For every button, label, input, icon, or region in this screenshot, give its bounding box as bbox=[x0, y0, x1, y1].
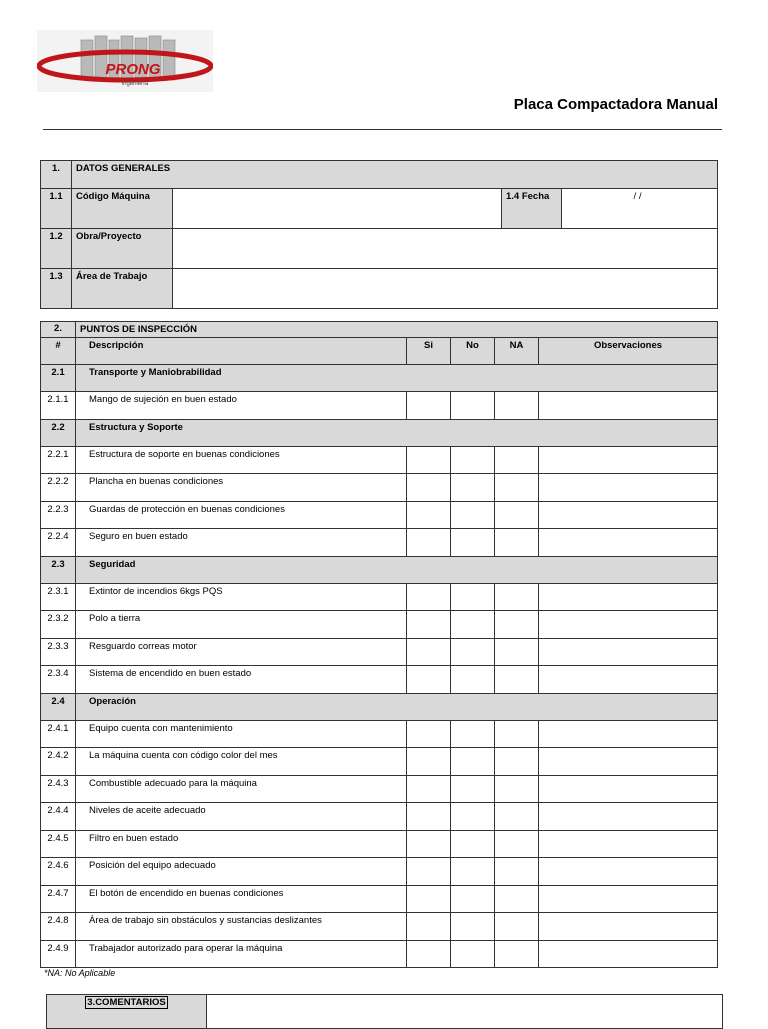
na-checkbox-cell[interactable] bbox=[495, 775, 539, 803]
table-row bbox=[41, 858, 718, 886]
table-row bbox=[41, 720, 718, 748]
column-header-row bbox=[41, 338, 718, 365]
si-checkbox-cell[interactable] bbox=[407, 529, 451, 557]
field-number: 1.3 bbox=[41, 269, 72, 309]
item-number: 2.3.4 bbox=[41, 666, 76, 694]
table-row bbox=[41, 940, 718, 968]
si-checkbox-cell[interactable] bbox=[407, 913, 451, 941]
table-row bbox=[41, 666, 718, 694]
area-input[interactable] bbox=[173, 269, 718, 309]
item-number: 2.1.1 bbox=[41, 392, 76, 420]
si-checkbox-cell[interactable] bbox=[407, 748, 451, 776]
table-row bbox=[41, 913, 718, 941]
si-checkbox-cell[interactable] bbox=[407, 474, 451, 502]
observaciones-input[interactable] bbox=[539, 529, 718, 557]
observaciones-input[interactable] bbox=[539, 913, 718, 941]
subsection-number: 2.2 bbox=[41, 419, 76, 446]
si-checkbox-cell[interactable] bbox=[407, 583, 451, 611]
section-header-row bbox=[41, 161, 718, 189]
observaciones-input[interactable] bbox=[539, 446, 718, 474]
observaciones-input[interactable] bbox=[539, 720, 718, 748]
item-number: 2.3.3 bbox=[41, 638, 76, 666]
observaciones-input[interactable] bbox=[539, 666, 718, 694]
observaciones-input[interactable] bbox=[539, 611, 718, 639]
company-logo bbox=[37, 30, 213, 92]
subsection-header-row bbox=[41, 365, 718, 392]
si-checkbox-cell[interactable] bbox=[407, 446, 451, 474]
si-checkbox-cell[interactable] bbox=[407, 858, 451, 886]
section-title: DATOS GENERALES bbox=[72, 161, 718, 189]
table-row bbox=[41, 611, 718, 639]
na-checkbox-cell[interactable] bbox=[495, 830, 539, 858]
codigo-input[interactable] bbox=[173, 189, 502, 229]
section-title: PUNTOS DE INSPECCIÓN bbox=[76, 322, 718, 338]
observaciones-input[interactable] bbox=[539, 638, 718, 666]
observaciones-input[interactable] bbox=[539, 474, 718, 502]
table-row bbox=[41, 446, 718, 474]
col-header-description: Descripción bbox=[76, 338, 407, 365]
item-description: Niveles de aceite adecuado bbox=[76, 803, 407, 831]
table-row bbox=[41, 638, 718, 666]
item-number: 2.4.8 bbox=[41, 913, 76, 941]
area-label: Área de Trabajo bbox=[72, 269, 173, 309]
no-checkbox-cell[interactable] bbox=[451, 748, 495, 776]
table-row bbox=[41, 474, 718, 502]
na-checkbox-cell[interactable] bbox=[495, 501, 539, 529]
item-number: 2.2.1 bbox=[41, 446, 76, 474]
col-header-number: # bbox=[41, 338, 76, 365]
no-checkbox-cell[interactable] bbox=[451, 858, 495, 886]
no-checkbox-cell[interactable] bbox=[451, 501, 495, 529]
subsection-number: 2.3 bbox=[41, 556, 76, 583]
no-checkbox-cell[interactable] bbox=[451, 830, 495, 858]
item-description: Guardas de protección en buenas condiciones bbox=[76, 501, 407, 529]
col-header-si: Si bbox=[407, 338, 451, 365]
observaciones-input[interactable] bbox=[539, 583, 718, 611]
comentarios-label: 3.COMENTARIOS bbox=[87, 997, 166, 1008]
subsection-title: Operación bbox=[76, 693, 718, 720]
table-row bbox=[41, 501, 718, 529]
item-number: 2.4.3 bbox=[41, 775, 76, 803]
na-checkbox-cell[interactable] bbox=[495, 803, 539, 831]
subsection-header-row bbox=[41, 556, 718, 583]
na-checkbox-cell[interactable] bbox=[495, 940, 539, 968]
na-checkbox-cell[interactable] bbox=[495, 474, 539, 502]
na-checkbox-cell[interactable] bbox=[495, 720, 539, 748]
no-checkbox-cell[interactable] bbox=[451, 940, 495, 968]
obra-row bbox=[41, 229, 718, 269]
si-checkbox-cell[interactable] bbox=[407, 666, 451, 694]
na-checkbox-cell[interactable] bbox=[495, 748, 539, 776]
si-checkbox-cell[interactable] bbox=[407, 775, 451, 803]
table-row bbox=[41, 583, 718, 611]
subsection-number: 2.1 bbox=[41, 365, 76, 392]
field-number: 1.1 bbox=[41, 189, 72, 229]
item-number: 2.4.9 bbox=[41, 940, 76, 968]
item-number: 2.2.4 bbox=[41, 529, 76, 557]
comentarios-row bbox=[47, 995, 723, 1029]
observaciones-input[interactable] bbox=[539, 940, 718, 968]
si-checkbox-cell[interactable] bbox=[407, 392, 451, 420]
item-description: Seguro en buen estado bbox=[76, 529, 407, 557]
observaciones-input[interactable] bbox=[539, 885, 718, 913]
no-checkbox-cell[interactable] bbox=[451, 474, 495, 502]
no-checkbox-cell[interactable] bbox=[451, 392, 495, 420]
item-description: Sistema de encendido en buen estado bbox=[76, 666, 407, 694]
item-number: 2.2.3 bbox=[41, 501, 76, 529]
item-number: 2.3.1 bbox=[41, 583, 76, 611]
observaciones-input[interactable] bbox=[539, 392, 718, 420]
item-number: 2.4.6 bbox=[41, 858, 76, 886]
item-description: Mango de sujeción en buen estado bbox=[76, 392, 407, 420]
section-header-row bbox=[41, 322, 718, 338]
si-checkbox-cell[interactable] bbox=[407, 940, 451, 968]
item-number: 2.4.2 bbox=[41, 748, 76, 776]
no-checkbox-cell[interactable] bbox=[451, 666, 495, 694]
na-checkbox-cell[interactable] bbox=[495, 583, 539, 611]
na-checkbox-cell[interactable] bbox=[495, 913, 539, 941]
item-number: 2.4.1 bbox=[41, 720, 76, 748]
logo-text: PRONG bbox=[105, 61, 161, 78]
no-checkbox-cell[interactable] bbox=[451, 611, 495, 639]
si-checkbox-cell[interactable] bbox=[407, 611, 451, 639]
item-description: Posición del equipo adecuado bbox=[76, 858, 407, 886]
col-header-observaciones: Observaciones bbox=[539, 338, 718, 365]
table-row bbox=[41, 803, 718, 831]
no-checkbox-cell[interactable] bbox=[451, 529, 495, 557]
header-divider bbox=[43, 129, 722, 130]
na-checkbox-cell[interactable] bbox=[495, 529, 539, 557]
table-row bbox=[41, 392, 718, 420]
observaciones-input[interactable] bbox=[539, 858, 718, 886]
no-checkbox-cell[interactable] bbox=[451, 446, 495, 474]
comentarios-label-cell bbox=[47, 995, 207, 1029]
si-checkbox-cell[interactable] bbox=[407, 638, 451, 666]
item-description: Equipo cuenta con mantenimiento bbox=[76, 720, 407, 748]
col-header-na: NA bbox=[495, 338, 539, 365]
subsection-title: Seguridad bbox=[76, 556, 718, 583]
codigo-label: Código Máquina bbox=[72, 189, 173, 229]
si-checkbox-cell[interactable] bbox=[407, 720, 451, 748]
item-number: 2.2.2 bbox=[41, 474, 76, 502]
item-description: Trabajador autorizado para operar la máquina bbox=[76, 940, 407, 968]
footnote: *NA: No Aplicable bbox=[44, 968, 116, 978]
item-number: 2.3.2 bbox=[41, 611, 76, 639]
section-number: 2. bbox=[41, 322, 76, 338]
document-title: Placa Compactadora Manual bbox=[513, 96, 718, 113]
col-header-no: No bbox=[451, 338, 495, 365]
na-checkbox-cell[interactable] bbox=[495, 666, 539, 694]
subsection-number: 2.4 bbox=[41, 693, 76, 720]
item-description: La máquina cuenta con código color del mes bbox=[76, 748, 407, 776]
no-checkbox-cell[interactable] bbox=[451, 638, 495, 666]
table-row bbox=[41, 775, 718, 803]
no-checkbox-cell[interactable] bbox=[451, 803, 495, 831]
item-description: El botón de encendido en buenas condiciones bbox=[76, 885, 407, 913]
subsection-title: Transporte y Maniobrabilidad bbox=[76, 365, 718, 392]
observaciones-input[interactable] bbox=[539, 830, 718, 858]
no-checkbox-cell[interactable] bbox=[451, 913, 495, 941]
logo-subtext: ingeniería bbox=[121, 81, 149, 87]
na-checkbox-cell[interactable] bbox=[495, 638, 539, 666]
na-checkbox-cell[interactable] bbox=[495, 858, 539, 886]
item-description: Área de trabajo sin obstáculos y sustancias deslizantes bbox=[76, 913, 407, 941]
area-row bbox=[41, 269, 718, 309]
si-checkbox-cell[interactable] bbox=[407, 501, 451, 529]
item-number: 2.4.5 bbox=[41, 830, 76, 858]
item-description: Combustible adecuado para la máquina bbox=[76, 775, 407, 803]
subsection-header-row bbox=[41, 419, 718, 446]
observaciones-input[interactable] bbox=[539, 748, 718, 776]
table-row bbox=[41, 748, 718, 776]
no-checkbox-cell[interactable] bbox=[451, 775, 495, 803]
item-description: Filtro en buen estado bbox=[76, 830, 407, 858]
table-row bbox=[41, 529, 718, 557]
table-row bbox=[41, 885, 718, 913]
fecha-input[interactable]: / / bbox=[562, 189, 718, 229]
no-checkbox-cell[interactable] bbox=[451, 720, 495, 748]
table-row bbox=[41, 830, 718, 858]
comentarios-input[interactable] bbox=[207, 995, 723, 1029]
si-checkbox-cell[interactable] bbox=[407, 885, 451, 913]
na-checkbox-cell[interactable] bbox=[495, 392, 539, 420]
item-number: 2.4.7 bbox=[41, 885, 76, 913]
observaciones-input[interactable] bbox=[539, 775, 718, 803]
section-number: 1. bbox=[41, 161, 72, 189]
si-checkbox-cell[interactable] bbox=[407, 803, 451, 831]
datos-generales-table bbox=[40, 160, 718, 309]
item-number: 2.4.4 bbox=[41, 803, 76, 831]
na-checkbox-cell[interactable] bbox=[495, 885, 539, 913]
na-checkbox-cell[interactable] bbox=[495, 446, 539, 474]
no-checkbox-cell[interactable] bbox=[451, 583, 495, 611]
fecha-label: 1.4 Fecha bbox=[502, 189, 562, 229]
no-checkbox-cell[interactable] bbox=[451, 885, 495, 913]
si-checkbox-cell[interactable] bbox=[407, 830, 451, 858]
subsection-title: Estructura y Soporte bbox=[76, 419, 718, 446]
item-description: Polo a tierra bbox=[76, 611, 407, 639]
field-number: 1.2 bbox=[41, 229, 72, 269]
observaciones-input[interactable] bbox=[539, 501, 718, 529]
obra-label: Obra/Proyecto bbox=[72, 229, 173, 269]
item-description: Plancha en buenas condiciones bbox=[76, 474, 407, 502]
subsection-header-row bbox=[41, 693, 718, 720]
na-checkbox-cell[interactable] bbox=[495, 611, 539, 639]
inspeccion-table bbox=[40, 321, 718, 968]
obra-input[interactable] bbox=[173, 229, 718, 269]
item-description: Resguardo correas motor bbox=[76, 638, 407, 666]
item-description: Extintor de incendios 6kgs PQS bbox=[76, 583, 407, 611]
item-description: Estructura de soporte en buenas condiciones bbox=[76, 446, 407, 474]
codigo-row bbox=[41, 189, 718, 229]
observaciones-input[interactable] bbox=[539, 803, 718, 831]
